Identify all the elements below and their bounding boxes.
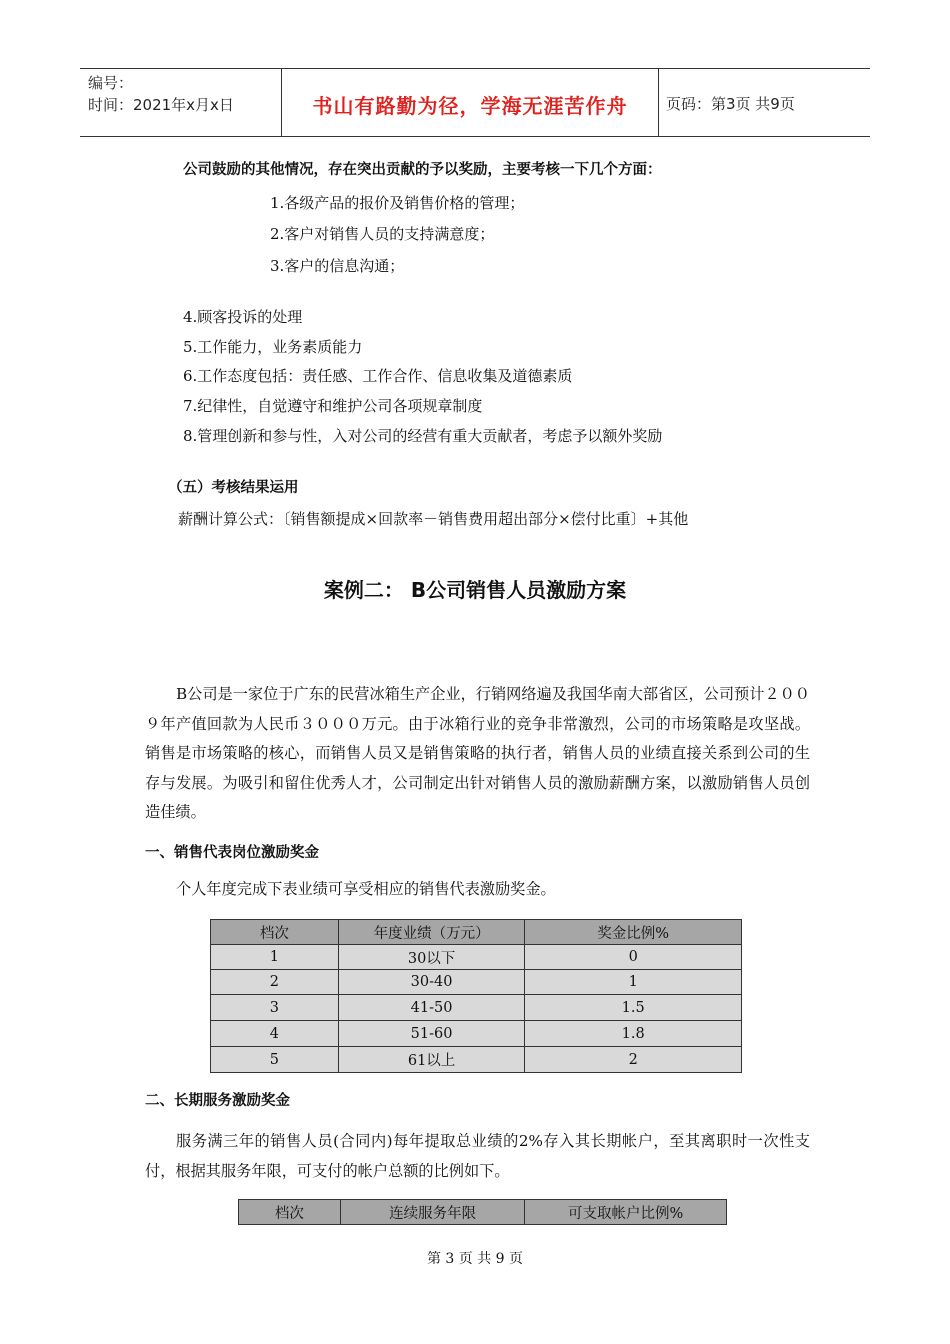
table-cell: 1 — [525, 970, 742, 995]
bonus-header-level: 档次 — [211, 920, 339, 945]
table-cell: 0 — [525, 945, 742, 970]
criteria-item-3: 3.客户的信息沟通； — [270, 257, 405, 275]
criteria-item-7: 7.纪律性，自觉遵守和维护公司各项规章制度 — [183, 397, 483, 415]
table-row — [211, 970, 742, 995]
table-cell: 5 — [211, 1047, 339, 1073]
header-time-label: 时间：2021年x月x日 — [88, 96, 234, 114]
section-one-text: 个人年度完成下表业绩可享受相应的销售代表激励奖金。 — [176, 880, 556, 898]
criteria-item-1: 1.各级产品的报价及销售价格的管理； — [270, 194, 525, 212]
service-table-header-row — [239, 1200, 727, 1225]
intro-text: 公司鼓励的其他情况，存在突出贡献的予以奖励，主要考核一下几个方面： — [183, 162, 662, 178]
criteria-item-5: 5.工作能力，业务素质能力 — [183, 338, 363, 356]
table-cell: 3 — [211, 995, 339, 1021]
page-footer: 第 3 页 共 9 页 — [426, 1251, 524, 1267]
table-cell: 61以上 — [338, 1047, 525, 1073]
service-header-years: 连续服务年限 — [340, 1200, 525, 1225]
criteria-item-6: 6.工作态度包括：责任感、工作合作、信息收集及道德素质 — [183, 367, 573, 385]
service-header-ratio: 可支取帐户比例% — [525, 1200, 727, 1225]
case-paragraph: B公司是一家位于广东的民营冰箱生产企业，行销网络遍及我国华南大部省区，公司预计２００９年产值回款为人民币３０００万元。由于冰箱行业的竞争非常激烈，公司的市场策略是攻坚战。销售是市场策略的核心，而销售人员又是销售策略的执行者，销售人员的业绩直接关系到公司的生存与发展。为吸引和留住优秀人才，公司制定出针对销售人员的激励薪酬方案，以激励销售人员创造佳绩。 — [145, 685, 810, 821]
section-five-heading: （五）考核结果运用 — [168, 480, 299, 496]
table-cell: 30以下 — [338, 945, 525, 970]
header-divider-right — [658, 68, 659, 137]
table-cell: 2 — [211, 970, 339, 995]
service-header-level: 档次 — [239, 1200, 341, 1225]
bonus-header-performance: 年度业绩（万元） — [338, 920, 525, 945]
header-meta — [88, 72, 234, 116]
table-cell: 1 — [211, 945, 339, 970]
header-motto: 书山有路勤为径，学海无涯苦作舟 — [312, 94, 628, 118]
table-cell: 4 — [211, 1021, 339, 1047]
section-two-heading: 二、长期服务激励奖金 — [145, 1093, 290, 1109]
service-table — [238, 1199, 727, 1225]
section-two-text: 服务满三年的销售人员(合同内)每年提取总业绩的2%存入其长期帐户，至其离职时一次性支付，根据其服务年限，可支付的帐户总额的比例如下。 — [145, 1132, 810, 1180]
table-row — [211, 995, 742, 1021]
header-top-rule — [80, 68, 870, 69]
table-cell: 51-60 — [338, 1021, 525, 1047]
table-cell: 41-50 — [338, 995, 525, 1021]
header-page-info: 页码：第3页 共9页 — [666, 95, 795, 113]
table-cell: 1.5 — [525, 995, 742, 1021]
table-cell: 2 — [525, 1047, 742, 1073]
table-cell: 30-40 — [338, 970, 525, 995]
bonus-table — [210, 919, 742, 1073]
table-row — [211, 1021, 742, 1047]
header-number-label: 编号： — [88, 74, 134, 92]
table-row — [211, 1047, 742, 1073]
salary-formula: 薪酬计算公式：〔销售额提成×回款率－销售费用超出部分×偿付比重〕+其他 — [178, 510, 689, 528]
criteria-item-2: 2.客户对销售人员的支持满意度； — [270, 225, 495, 243]
bonus-table-header-row — [211, 920, 742, 945]
bonus-header-ratio: 奖金比例% — [525, 920, 742, 945]
criteria-item-8: 8.管理创新和参与性，入对公司的经营有重大贡献者，考虑予以额外奖励 — [183, 427, 663, 445]
section-one-heading: 一、销售代表岗位激励奖金 — [145, 845, 319, 861]
case-title: 案例二： B公司销售人员激励方案 — [323, 578, 627, 602]
header-bottom-rule — [80, 136, 870, 137]
table-cell: 1.8 — [525, 1021, 742, 1047]
header-divider-left — [281, 68, 282, 137]
criteria-item-4: 4.顾客投诉的处理 — [183, 308, 303, 326]
table-row — [211, 945, 742, 970]
